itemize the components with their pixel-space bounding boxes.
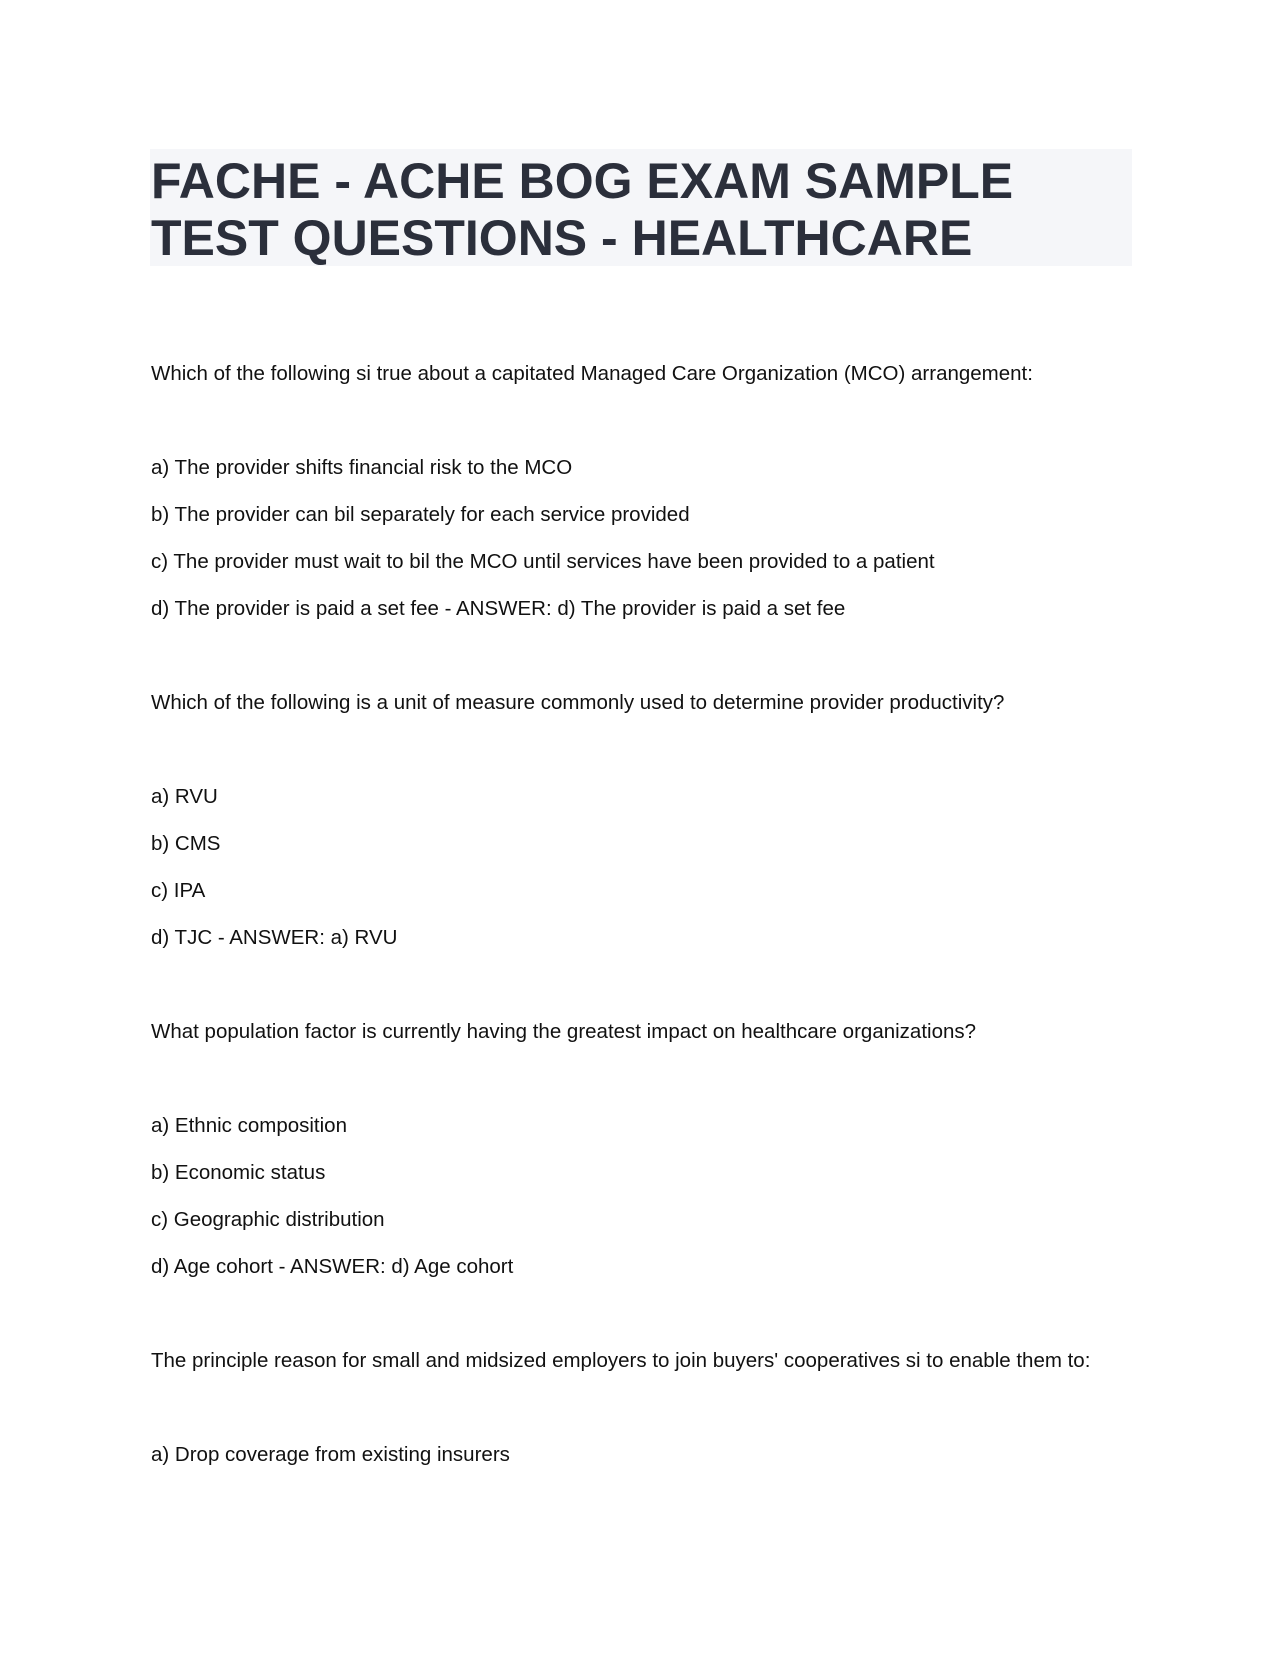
answer-option: a) The provider shifts financial risk to the MCO <box>151 456 573 479</box>
answer-option: a) RVU <box>151 785 218 808</box>
title-line: FACHE - ACHE BOG EXAM SAMPLE <box>151 153 1014 209</box>
document-title <box>150 149 1132 266</box>
answer-option: c) IPA <box>151 879 206 902</box>
question-prompt: Which of the following is a unit of measure commonly used to determine provider productivity? <box>151 691 1005 714</box>
question-prompt: What population factor is currently having the greatest impact on healthcare organizations? <box>151 1020 977 1043</box>
answer-option: c) Geographic distribution <box>151 1208 385 1231</box>
answer-option: d) The provider is paid a set fee - ANSWER: d) The provider is paid a set fee <box>151 597 846 620</box>
question-prompt: The principle reason for small and midsized employers to join buyers' cooperatives si to enable them to: <box>151 1349 1091 1372</box>
answer-option: a) Ethnic composition <box>151 1114 347 1137</box>
answer-option: d) Age cohort - ANSWER: d) Age cohort <box>151 1255 514 1278</box>
title-line: TEST QUESTIONS - HEALTHCARE <box>151 210 973 266</box>
answer-option: d) TJC - ANSWER: a) RVU <box>151 926 398 949</box>
answer-option: b) CMS <box>151 832 221 855</box>
answer-option: b) The provider can bil separately for each service provided <box>151 503 690 526</box>
answer-option: b) Economic status <box>151 1161 326 1184</box>
answer-option: c) The provider must wait to bil the MCO until services have been provided to a patient <box>151 550 935 573</box>
question-prompt: Which of the following si true about a capitated Managed Care Organization (MCO) arrangement: <box>151 362 1033 385</box>
answer-option: a) Drop coverage from existing insurers <box>151 1443 510 1466</box>
